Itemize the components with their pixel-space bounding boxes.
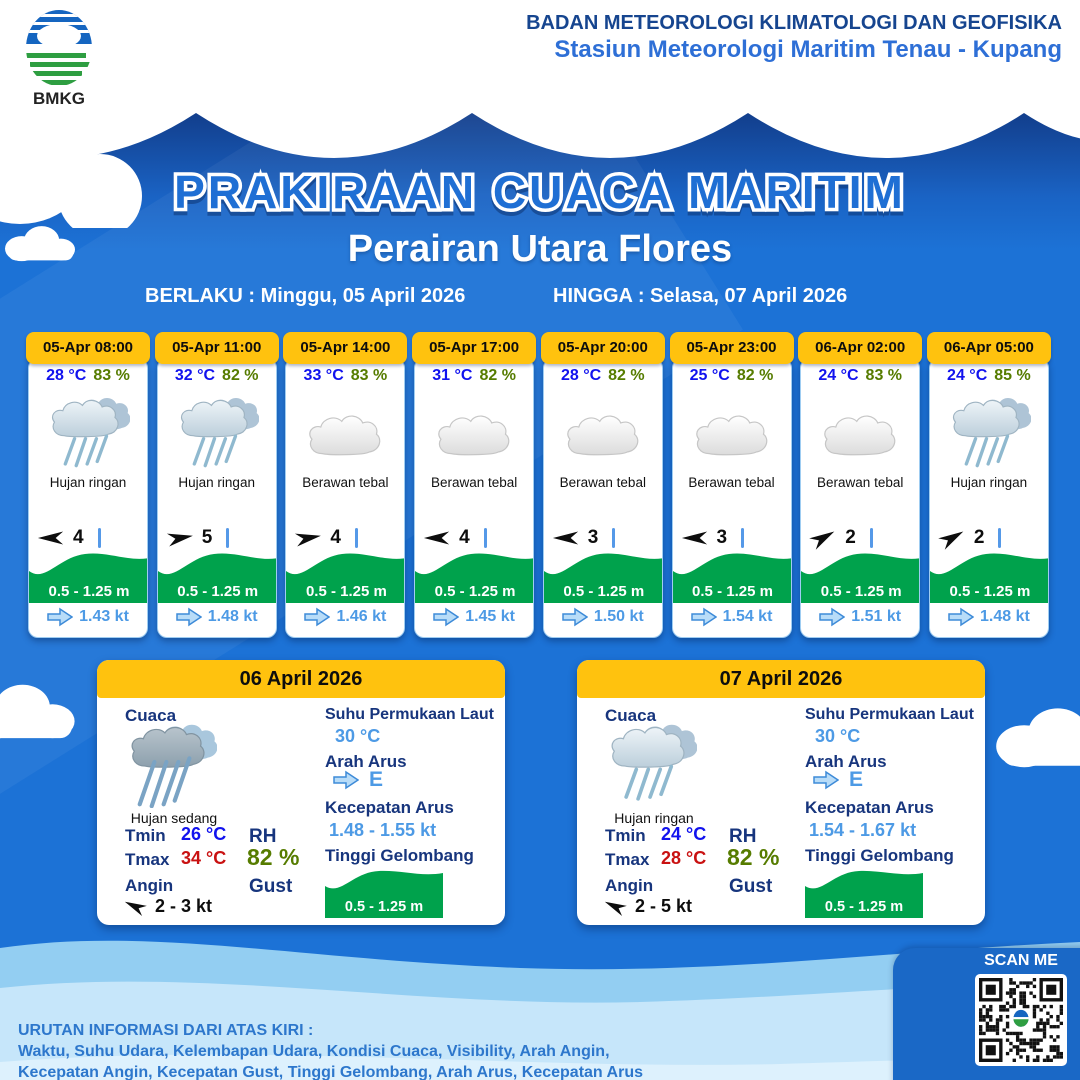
temp-humidity-row	[673, 367, 791, 385]
wave-height: 0.5 - 1.25 m	[824, 899, 904, 915]
daily-card-2	[577, 660, 985, 925]
tmin-label: Tmin	[125, 826, 166, 845]
temp-humidity-row	[415, 367, 533, 385]
current-row	[930, 607, 1048, 627]
wave-height: 0.5 - 1.25 m	[949, 583, 1031, 600]
area-subtitle: Perairan Utara Flores	[347, 228, 733, 270]
cloud-mid-left	[0, 662, 85, 757]
current-dir-label: Arah Arus	[325, 752, 407, 771]
hourly-forecast-card	[800, 332, 920, 638]
temp-humidity-row	[801, 367, 919, 385]
hourly-card-body	[543, 358, 663, 638]
wave-height: 0.5 - 1.25 m	[344, 899, 424, 915]
valid-to-label: HINGGA :	[553, 285, 645, 307]
wave-height-band	[801, 547, 920, 603]
hourly-forecast-card	[157, 332, 277, 638]
gust-label: Gust	[249, 876, 293, 897]
current-speed: 1.43 kt	[79, 608, 129, 625]
gust-bar	[484, 528, 487, 548]
daily-date: 06 April 2026	[97, 660, 505, 698]
weather-condition: Berawan tebal	[430, 475, 518, 490]
tmax-value: 28 °C	[661, 848, 707, 868]
sst-label: Suhu Permukaan Laut	[805, 706, 974, 723]
rh-value: 82 %	[727, 844, 780, 870]
valid-from-label: BERLAKU :	[145, 285, 255, 307]
wave-height: 0.5 - 1.25 m	[434, 583, 516, 600]
legend-note	[18, 1020, 643, 1080]
weather-condition: Hujan sedang	[130, 810, 218, 826]
temp-humidity-row	[930, 367, 1048, 385]
main-title-wrap	[0, 158, 1080, 228]
current-speed-label: Kecepatan Arus	[805, 798, 934, 817]
weather-icon	[286, 389, 404, 475]
wave-height-band	[544, 547, 663, 603]
current-direction-icon	[562, 607, 588, 627]
current-row	[286, 607, 404, 627]
wind-direction-icon	[681, 528, 709, 548]
relative-humidity: 82 %	[479, 367, 516, 384]
wind-speed: 4	[73, 527, 84, 548]
temp-humidity-row	[544, 367, 662, 385]
wind-direction-icon	[938, 528, 966, 548]
relative-humidity: 85 %	[994, 367, 1031, 384]
hourly-card-body	[157, 358, 277, 638]
current-row	[29, 607, 147, 627]
wave-height-band	[29, 547, 148, 603]
temp-humidity-row	[158, 367, 276, 385]
air-temperature: 24 °C	[818, 367, 859, 384]
weather-icon	[125, 716, 217, 808]
gust-bar	[741, 528, 744, 548]
weather-condition: Berawan tebal	[302, 475, 389, 490]
wave-height-band	[415, 547, 534, 603]
gust-bar	[355, 528, 358, 548]
sst-value: 30 °C	[335, 726, 381, 746]
current-row	[801, 607, 919, 627]
weather-icon	[605, 716, 697, 808]
daily-date: 07 April 2026	[577, 660, 985, 698]
wind-speed: 3	[716, 527, 728, 548]
main-title: PRAKIRAAN CUACA MARITIM	[174, 166, 906, 218]
air-temperature: 33 °C	[303, 367, 344, 384]
wind-speed: 4	[459, 527, 470, 548]
hourly-card-body	[414, 358, 534, 638]
current-speed: 1.48 - 1.55 kt	[329, 820, 437, 840]
temp-humidity-row	[29, 367, 147, 385]
current-direction-icon	[813, 770, 839, 790]
weather-condition: Hujan ringan	[49, 475, 127, 490]
weather-icon	[415, 389, 533, 475]
tmin-value: 24 °C	[661, 824, 707, 844]
wind-speed: 3	[587, 527, 599, 548]
qr-code	[975, 974, 1067, 1066]
qr-center-logo	[1013, 1010, 1028, 1027]
current-speed: 1.50 kt	[593, 608, 644, 625]
current-speed: 1.48 kt	[979, 608, 1030, 625]
org-name: BADAN METEOROLOGI KLIMATOLOGI DAN GEOFISIKA	[526, 12, 1062, 34]
legend-line-1: Waktu, Suhu Udara, Kelembapan Udara, Kondisi Cuaca, Visibility, Arah Angin,	[18, 1043, 610, 1060]
gust-bar	[998, 528, 1001, 548]
current-speed-label: Kecepatan Arus	[325, 798, 454, 817]
angin-label: Angin	[125, 876, 174, 895]
hourly-forecast-card	[28, 332, 148, 638]
wave-height-band	[325, 866, 443, 918]
gust-label: Gust	[729, 876, 773, 897]
hourly-card-body	[800, 358, 920, 638]
angin-label: Angin	[605, 876, 654, 895]
current-speed: 1.45 kt	[465, 608, 515, 625]
current-dir-label: Arah Arus	[805, 752, 887, 771]
weather-icon	[158, 389, 276, 475]
rh-label: RH	[249, 826, 277, 847]
cuaca-label: Cuaca	[605, 706, 657, 725]
current-row	[673, 607, 791, 627]
wave-height: 0.5 - 1.25 m	[563, 583, 645, 600]
wind-direction-icon	[123, 898, 147, 915]
forecast-time: 05-Apr 08:00	[26, 332, 150, 364]
tmin-label: Tmin	[605, 826, 646, 845]
forecast-time: 06-Apr 05:00	[927, 332, 1051, 364]
wave-height-band	[673, 547, 792, 603]
gust-bar	[612, 528, 615, 548]
relative-humidity: 82 %	[608, 367, 645, 384]
current-direction-icon	[47, 607, 73, 627]
wind-range: 2 - 3 kt	[155, 896, 213, 916]
gust-bar	[98, 528, 101, 548]
hourly-forecast-card	[929, 332, 1049, 638]
current-direction-icon	[304, 607, 330, 627]
sst-label: Suhu Permukaan Laut	[325, 706, 494, 723]
wave-height: 0.5 - 1.25 m	[820, 583, 902, 600]
forecast-time: 05-Apr 20:00	[541, 332, 665, 364]
wind-direction-icon	[552, 528, 580, 548]
current-direction-icon	[176, 607, 202, 627]
current-direction-icon	[819, 607, 845, 627]
hourly-forecast-card	[414, 332, 534, 638]
air-temperature: 31 °C	[432, 367, 473, 384]
cuaca-label: Cuaca	[125, 706, 177, 725]
air-temperature: 28 °C	[560, 367, 602, 384]
legend-title: URUTAN INFORMASI DARI ATAS KIRI :	[18, 1022, 314, 1039]
current-speed: 1.51 kt	[851, 608, 902, 625]
current-direction-icon	[333, 770, 359, 790]
station-name: Stasiun Meteorologi Maritim Tenau - Kupang	[554, 36, 1062, 63]
wind-speed: 5	[201, 527, 213, 548]
wave-label: Tinggi Gelombang	[325, 846, 474, 865]
daily-card-1	[97, 660, 505, 925]
wind-row	[603, 896, 692, 917]
weather-icon	[544, 389, 662, 475]
gust-bar	[870, 528, 873, 548]
wind-range: 2 - 5 kt	[635, 896, 693, 916]
valid-from-value: Minggu, 05 April 2026	[260, 285, 466, 307]
forecast-time: 05-Apr 14:00	[283, 332, 407, 364]
current-row	[158, 607, 276, 627]
wave-height: 0.5 - 1.25 m	[692, 583, 773, 600]
wind-direction-icon	[166, 528, 194, 548]
valid-from	[145, 285, 465, 308]
wind-row	[123, 896, 212, 917]
temp-humidity-row	[286, 367, 404, 385]
tmax-value: 34 °C	[181, 848, 227, 868]
weather-condition: Hujan ringan	[950, 475, 1028, 490]
current-direction: E	[369, 768, 384, 791]
forecast-time: 06-Apr 02:00	[798, 332, 922, 364]
tmax-label: Tmax	[125, 850, 170, 869]
air-temperature: 28 °C	[46, 367, 87, 384]
wind-speed: 4	[330, 527, 341, 548]
wind-direction-icon	[37, 528, 65, 548]
tmin-value: 26 °C	[181, 824, 227, 844]
wave-height-band	[930, 547, 1049, 603]
hourly-forecast-card	[543, 332, 663, 638]
forecast-time: 05-Apr 11:00	[155, 332, 279, 364]
legend-line-2: Kecepatan Angin, Kecepatan Gust, Tinggi Gelombang, Arah Arus, Kecepatan Arus	[18, 1064, 644, 1080]
wind-direction-icon	[603, 898, 627, 915]
hourly-card-body	[929, 358, 1049, 638]
current-row	[544, 607, 662, 627]
current-direction-icon	[433, 607, 459, 627]
current-direction: E	[849, 768, 864, 791]
wave-height: 0.5 - 1.25 m	[177, 583, 259, 600]
current-speed: 1.54 - 1.67 kt	[809, 820, 917, 840]
weather-condition: Hujan ringan	[614, 810, 694, 826]
valid-to-value: Selasa, 07 April 2026	[650, 285, 848, 307]
cloud-mid-right	[985, 700, 1080, 770]
hourly-card-body	[672, 358, 792, 638]
weather-condition: Hujan ringan	[178, 475, 255, 490]
weather-icon	[29, 389, 147, 475]
weather-condition: Berawan tebal	[559, 475, 646, 490]
current-speed: 1.46 kt	[336, 608, 387, 625]
wind-direction-icon	[294, 528, 322, 548]
current-row	[415, 607, 533, 627]
relative-humidity: 83 %	[865, 367, 903, 384]
sst-value: 30 °C	[815, 726, 861, 746]
air-temperature: 32 °C	[174, 367, 216, 384]
forecast-time: 05-Apr 23:00	[670, 332, 794, 364]
hourly-card-body	[28, 358, 148, 638]
wave-height-band	[286, 547, 405, 603]
wave-height: 0.5 - 1.25 m	[305, 583, 387, 600]
air-temperature: 25 °C	[689, 367, 730, 384]
gust-bar	[226, 528, 229, 548]
wind-direction-icon	[423, 528, 451, 548]
valid-to	[553, 285, 847, 308]
weather-condition: Berawan tebal	[688, 475, 775, 490]
scan-me-label: SCAN ME	[984, 952, 1058, 969]
current-direction-row	[333, 768, 383, 792]
bmkg-logo	[16, 6, 102, 113]
weather-icon	[930, 389, 1048, 475]
current-direction-icon	[948, 607, 974, 627]
current-speed: 1.48 kt	[207, 608, 258, 625]
hourly-card-body	[285, 358, 405, 638]
forecast-time: 05-Apr 17:00	[412, 332, 536, 364]
weather-icon	[673, 389, 791, 475]
wave-height: 0.5 - 1.25 m	[48, 583, 130, 600]
rh-label: RH	[729, 826, 757, 847]
wave-label: Tinggi Gelombang	[805, 846, 954, 865]
relative-humidity: 82 %	[222, 367, 259, 384]
rh-value: 82 %	[247, 844, 300, 870]
hourly-forecast-card	[285, 332, 405, 638]
current-direction-row	[813, 768, 863, 792]
wind-speed: 2	[973, 527, 985, 548]
bmkg-logo-label: BMKG	[33, 89, 85, 108]
relative-humidity: 83 %	[93, 367, 130, 384]
current-speed: 1.54 kt	[722, 608, 773, 625]
current-direction-icon	[691, 607, 717, 627]
air-temperature: 24 °C	[947, 367, 988, 384]
wind-speed: 2	[845, 527, 856, 548]
weather-icon	[801, 389, 919, 475]
wave-height-band	[805, 866, 923, 918]
relative-humidity: 82 %	[736, 367, 774, 384]
tmax-label: Tmax	[605, 850, 650, 869]
relative-humidity: 83 %	[350, 367, 388, 384]
weather-condition: Berawan tebal	[817, 475, 904, 490]
wave-height-band	[158, 547, 277, 603]
wind-direction-icon	[809, 528, 837, 548]
hourly-forecast-card	[672, 332, 792, 638]
